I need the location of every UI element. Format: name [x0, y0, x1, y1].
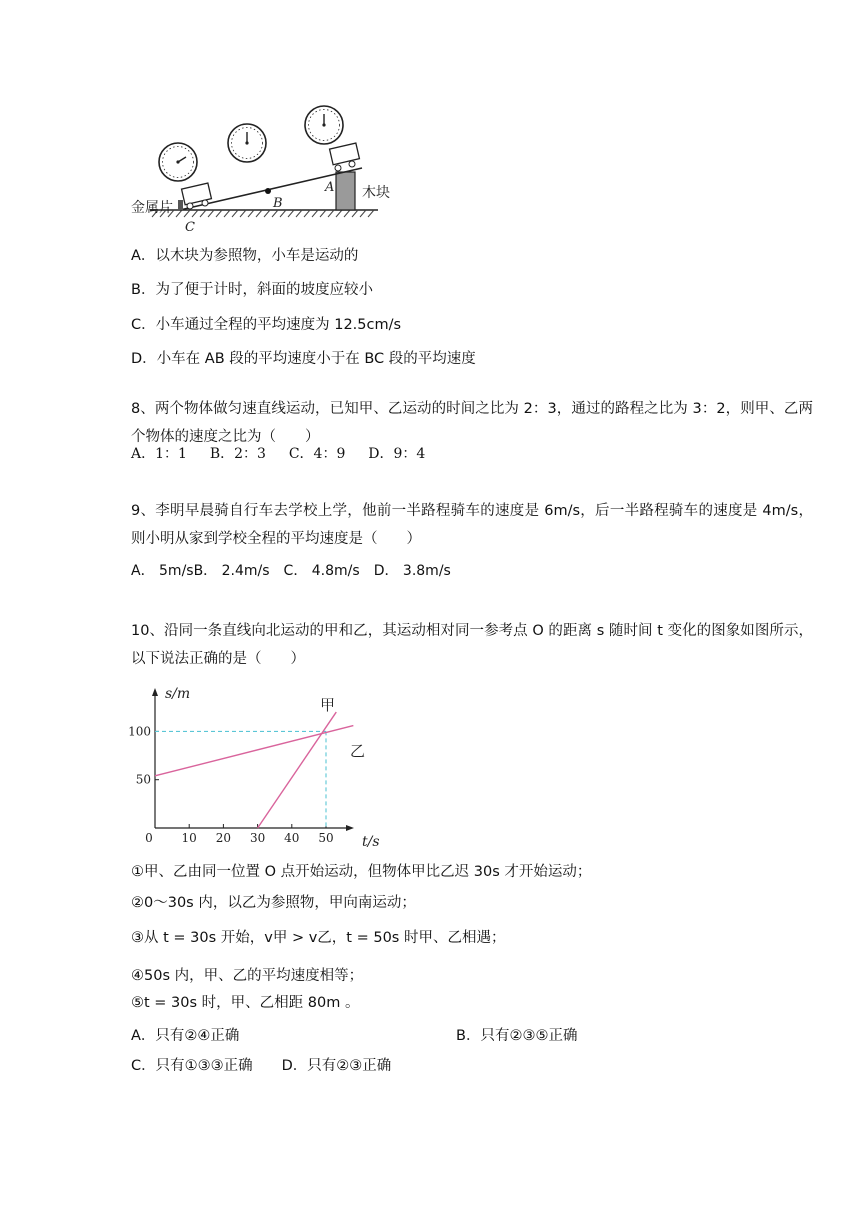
q7-option-b: B．为了便于计时，斜面的坡度应较小 — [131, 282, 373, 298]
x-axis-arrow — [346, 825, 354, 831]
x-tick-label: 40 — [284, 831, 300, 845]
label-a: A — [325, 180, 335, 195]
q7-option-d: D．小车在 AB 段的平均速度小于在 BC 段的平均速度 — [131, 351, 476, 367]
label-c: C — [185, 220, 195, 235]
stopwatch-left-icon — [159, 143, 197, 181]
x-tick-label: 10 — [181, 831, 197, 845]
q9-stem: 9、李明早晨骑自行车去学校上学，他前一半路程骑车的速度是 6m/s，后一半路程骑车的速度是 4m/s，则小明从家到学校全程的平均速度是（ ） — [131, 503, 813, 547]
q10-stem: 10、沿同一条直线向北运动的甲和乙，其运动相对同一参考点 O 的距离 s 随时间 t 变化的图象如图所示，以下说法正确的是（ ） — [131, 623, 813, 667]
s-t-chart — [128, 680, 400, 856]
y-axis-arrow — [152, 688, 158, 696]
series-line-1 — [155, 726, 353, 776]
q10-options-cd: C．只有①③③正确 D．只有②③正确 — [131, 1058, 392, 1074]
series-label-yi: 乙 — [350, 742, 366, 760]
x-tick-label: 50 — [318, 831, 334, 845]
series-label-jia: 甲 — [320, 696, 336, 714]
label-b: B — [273, 196, 283, 211]
y-tick-label: 50 — [135, 772, 151, 787]
q10-statement-5: ⑤t = 30s 时，甲、乙相距 80m 。 — [131, 995, 360, 1011]
cart-bottom — [182, 183, 212, 209]
y-tick-label: 100 — [128, 724, 151, 739]
q10-statement-1: ①甲、乙由同一位置 O 点开始运动，但物体甲比乙迟 30s 才开始运动； — [131, 864, 592, 880]
x-axis-label: t/s — [362, 834, 380, 850]
q10-statement-3: ③从 t = 30s 开始，v甲 > v乙，t = 50s 时甲、乙相遇； — [131, 930, 506, 946]
wood-block — [336, 172, 355, 210]
x-tick-label: 20 — [215, 831, 232, 845]
series-line-0 — [258, 712, 337, 828]
cart-top — [330, 143, 360, 171]
stopwatch-middle-icon — [228, 124, 266, 162]
incline-figure — [128, 100, 408, 238]
q10-statement-2: ②0～30s 内，以乙为参照物，甲向南运动； — [131, 895, 416, 911]
label-metal: 金属片 — [131, 200, 173, 216]
label-block: 木块 — [362, 185, 390, 201]
x-tick-label: 30 — [249, 831, 266, 845]
stopwatch-right-icon — [305, 106, 343, 144]
q9-options: A． 5m/sB． 2.4m/s C． 4.8m/s D． 3.8m/s — [131, 563, 451, 579]
q7-option-c: C．小车通过全程的平均速度为 12.5cm/s — [131, 317, 402, 333]
q8-options: A．1：1 B．2：3 C．4：9 D．9：4 — [131, 446, 426, 462]
q10-option-b: B．只有②③⑤正确 — [456, 1028, 578, 1044]
q10-option-a: A．只有②④正确 — [131, 1028, 240, 1044]
q7-option-a: A．以木块为参照物，小车是运动的 — [131, 248, 359, 264]
y-axis-label: s/m — [165, 686, 191, 702]
x-tick-label: 0 — [145, 831, 153, 845]
q8-stem: 8、两个物体做匀速直线运动，已知甲、乙运动的时间之比为 2：3，通过的路程之比为 3：2，则甲、乙两个物体的速度之比为（ ） — [131, 401, 813, 445]
q10-statement-4: ④50s 内，甲、乙的平均速度相等； — [131, 968, 364, 984]
